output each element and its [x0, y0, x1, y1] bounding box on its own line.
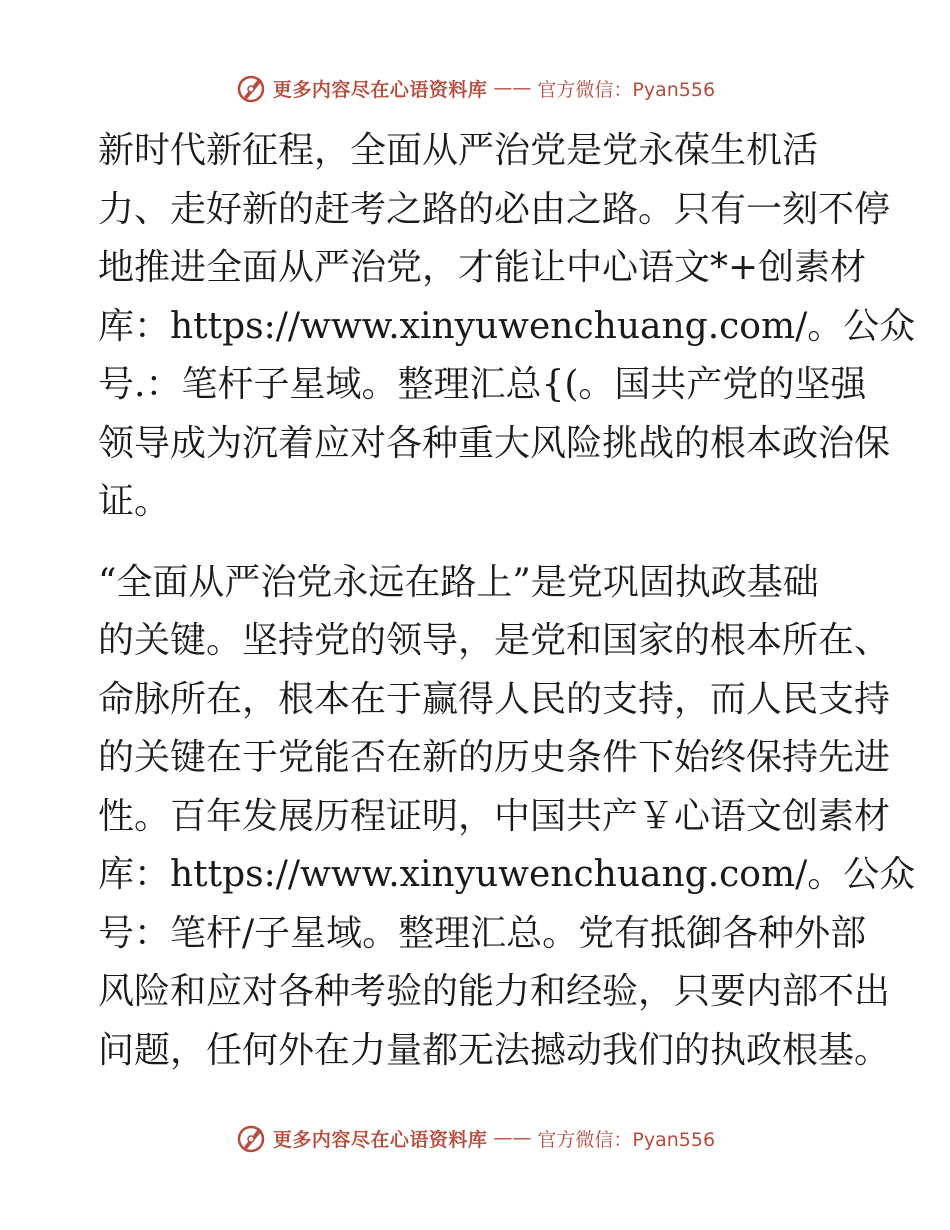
text-line: 库：https://www.xinyuwenchuang.com/。公众 [98, 854, 916, 895]
paragraph-1 [98, 122, 916, 532]
text-line: 问题，任何外在力量都无法撼动我们的执政根基。 [98, 1029, 891, 1071]
paragraph-2 [98, 554, 916, 1081]
text-line: 地推进全面从严治党，才能让中心语文*+创素材 [98, 247, 867, 288]
text-line: 力、走好新的赶考之路的必由之路。只有一刻不停 [98, 188, 891, 230]
text-line: “全面从严治党永远在路上”是党巩固执政基础 [98, 561, 819, 603]
text-line: 号.：笔杆子星域。整理汇总{(。国共产党的坚强 [98, 364, 867, 405]
text-line: 性。百年发展历程证明，中国共产￥心语文创素材 [98, 795, 891, 837]
header-watermark [0, 72, 950, 104]
text-line: 库：https://www.xinyuwenchuang.com/。公众 [98, 305, 916, 347]
footer-watermark [0, 1122, 950, 1154]
text-line: 新时代新征程，全面从严治党是党永葆生机活 [98, 130, 819, 171]
document-body [98, 122, 916, 1080]
text-line: 证。 [98, 481, 171, 522]
watermark-text: 更多内容尽在心语资料库 [272, 1128, 488, 1151]
text-line: 的关键在于党能否在新的历史条件下始终保持先进 [98, 737, 891, 778]
watermark-dash: —— [493, 77, 532, 99]
text-line: 命脉所在，根本在于赢得人民的支持，而人民支持 [98, 678, 891, 720]
watermark-wechat: 官方微信：Pyan556 [537, 1128, 716, 1151]
text-line: 号：笔杆/子星域。整理汇总。党有抵御各种外部 [98, 912, 867, 954]
text-line: 风险和应对各种考验的能力和经验，只要内部不出 [98, 971, 891, 1012]
text-line: 的关键。坚持党的领导，是党和国家的根本所在、 [98, 620, 891, 661]
pen-circle-logo-icon [235, 1122, 267, 1154]
text-line: 领导成为沉着应对各种重大风险挑战的根本政治保 [98, 422, 891, 464]
watermark-text: 更多内容尽在心语资料库 [272, 78, 488, 101]
watermark-wechat: 官方微信：Pyan556 [537, 78, 716, 101]
pen-circle-logo-icon [235, 72, 267, 104]
watermark-dash: —— [493, 1127, 532, 1149]
